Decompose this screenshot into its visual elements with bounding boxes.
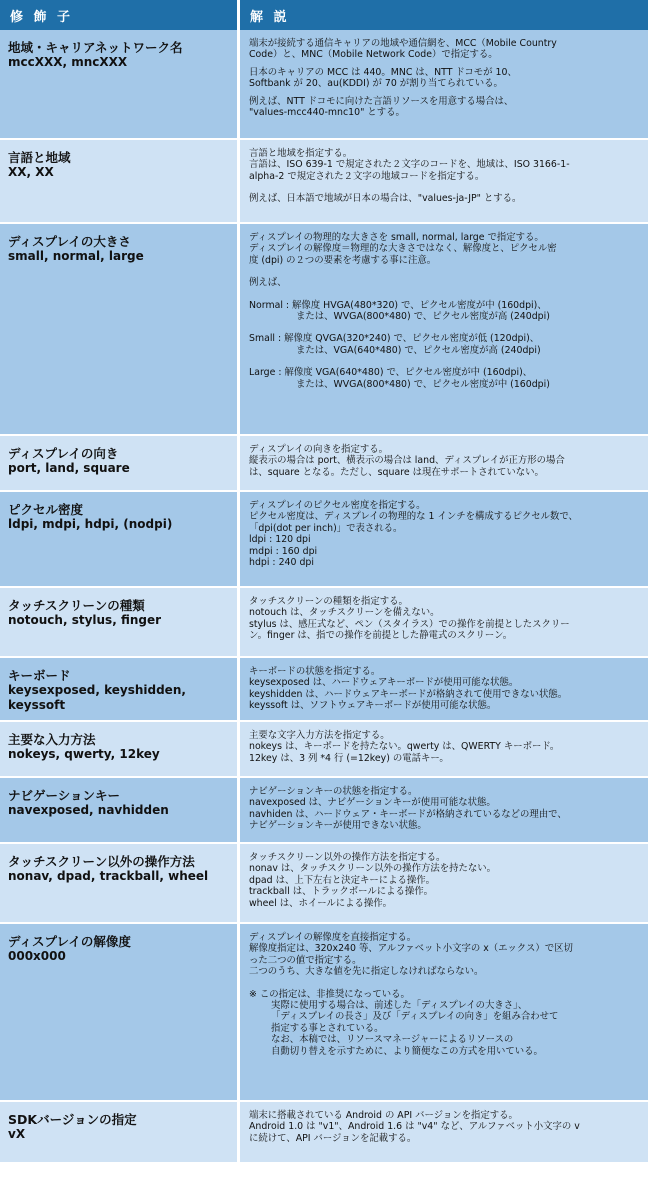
deprecation-note: ※ この指定は、非推奨になっている。 — [249, 988, 410, 1000]
header-modifier: 修 飾 子 — [0, 0, 240, 30]
desc-line: ディスプレイのピクセル密度を指定する。 — [249, 500, 426, 511]
desc-line: 解像度指定は、320x240 等、アルファベット小文字の x（エックス）で区切 — [249, 943, 573, 955]
table-row-pixel-density — [0, 492, 648, 588]
table-row-keyboard — [0, 658, 648, 722]
modifier-description — [240, 492, 648, 586]
table-row-orientation — [0, 436, 648, 492]
table-row-input-method — [0, 722, 648, 778]
desc-line: stylus は、感圧式など、ペン（スタイラス）での操作を前提としたスクリー — [249, 618, 570, 630]
table-row-language-region — [0, 140, 648, 224]
desc-line: ン。finger は、指での操作を前提とした静電式のスクリーン。 — [249, 630, 513, 642]
modifier-description — [240, 1102, 648, 1162]
desc-line: 例えば、 — [249, 277, 287, 289]
modifier-description — [240, 778, 648, 842]
desc-line: は、square となる。ただし、square は現在サポートされていない。 — [249, 466, 544, 478]
table-row-sdk-version — [0, 1102, 648, 1162]
modifier-values: XX, XX — [8, 165, 54, 179]
desc-line: ナビゲーションキーの状態を指定する。 — [249, 786, 418, 797]
modifier-name: ディスプレイの解像度 — [8, 934, 131, 949]
desc-line: キーボードの状態を指定する。 — [249, 666, 381, 677]
desc-line: navexposed は、ナビゲーションキーが使用可能な状態。 — [249, 797, 496, 809]
modifier-values: navexposed, navhidden — [8, 803, 169, 817]
desc-line: ディスプレイの解像度を直接指定する。 — [249, 932, 417, 943]
desc-line: タッチスクリーン以外の操作方法を指定する。 — [249, 852, 446, 863]
desc-line: nonav は、タッチスクリーン以外の操作方法を持たない。 — [249, 863, 496, 875]
desc-line: ディスプレイの解像度＝物理的な大きさではなく、解像度と、ピクセル密 — [249, 243, 557, 255]
desc-line: 実際に使用する場合は、前述した「ディスプレイの大きさ」、 — [271, 1000, 528, 1012]
modifier-name: 地域・キャリアネットワーク名 — [8, 40, 183, 55]
desc-line: または、VGA(640*480) で、ピクセル密度が高 (240dpi) — [296, 344, 541, 356]
modifier-values: keysexposed, keyshidden, keyssoft — [8, 683, 186, 712]
modifier-values: port, land, square — [8, 461, 130, 475]
desc-line: ldpi : 120 dpi — [249, 534, 311, 546]
desc-line: に続けて、API バージョンを記載する。 — [249, 1132, 417, 1144]
desc-line: または、WVGA(800*480) で、ピクセル密度が中 (160dpi) — [296, 378, 550, 390]
desc-line: タッチスクリーンの種類を指定する。 — [249, 596, 408, 607]
desc-line: 縦表示の場合は port、横表示の場合は land、ディスプレイが正方形の場合 — [249, 455, 565, 467]
modifier-description — [240, 588, 648, 656]
desc-line: Code）と、MNC（Mobile Network Code）で指定する。 — [249, 49, 498, 61]
table-row-navigation-key — [0, 778, 648, 844]
table-row-touchscreen — [0, 588, 648, 658]
desc-line: wheel は、ホイールによる操作。 — [249, 897, 393, 909]
desc-line: keysexposed は、ハードウェアキーボードが使用可能な状態。 — [249, 677, 519, 689]
desc-line: keyshidden は、ハードウェアキーボードが格納されて使用できない状態。 — [249, 688, 568, 700]
modifier-values: 000x000 — [8, 949, 66, 963]
desc-line: 言語と地域を指定する。 — [249, 148, 353, 159]
modifier-name: ナビゲーションキー — [8, 788, 121, 803]
desc-line: ナビゲーションキーが使用できない状態。 — [249, 820, 427, 832]
desc-line: ディスプレイの物理的な大きさを small, normal, large で指定する。 — [249, 232, 544, 243]
modifier-name: 言語と地域 — [8, 150, 71, 165]
desc-line: trackball は、トラックボールによる操作。 — [249, 886, 433, 898]
modifier-name: ディスプレイの向き — [8, 446, 119, 461]
modifier-values: nonav, dpad, trackball, wheel — [8, 869, 209, 883]
desc-line: ピクセル密度は、ディスプレイの物理的な 1 インチを構成するピクセル数で、 — [249, 511, 578, 523]
table-row-display-size — [0, 224, 648, 436]
desc-line: 「dpi(dot per inch)」で表される。 — [249, 522, 403, 534]
modifier-description — [240, 722, 648, 776]
desc-line: notouch は、タッチスクリーンを備えない。 — [249, 607, 440, 619]
table-row-display-resolution — [0, 924, 648, 1102]
desc-line: 度 (dpi) の２つの要素を考慮する事に注意。 — [249, 254, 437, 266]
desc-line: 二つのうち、大きな値を先に指定しなければならない。 — [249, 966, 484, 978]
modifier-name: タッチスクリーンの種類 — [8, 598, 145, 613]
modifier-description — [240, 30, 648, 138]
desc-line: Small : 解像度 QVGA(320*240) で、ピクセル密度が低 (120dpi)、 — [249, 333, 540, 345]
desc-line: 「ディスプレイの長さ」及び「ディスプレイの向き」を組み合わせて — [271, 1011, 559, 1023]
desc-line: 主要な文字入力方法を指定する。 — [249, 730, 390, 741]
desc-line: mdpi : 160 dpi — [249, 545, 318, 557]
modifier-description — [240, 924, 648, 1100]
desc-line: 例えば、NTT ドコモに向けた言語リソースを用意する場合は、 — [249, 95, 514, 107]
desc-line: Softbank が 20、au(KDDI) が 70 が割り当てられている。 — [249, 78, 503, 90]
desc-line: "values-mcc440-mnc10" とする。 — [249, 107, 405, 119]
desc-line: 端末に搭載されている Android の API バージョンを指定する。 — [249, 1110, 518, 1121]
header-description: 解 説 — [250, 9, 290, 25]
desc-line: Normal : 解像度 HVGA(480*320) で、ピクセル密度が中 (160dpi)、 — [249, 299, 547, 311]
desc-line: なお、本稿では、リソースマネージャーによるリソースの — [271, 1034, 514, 1046]
modifier-description — [240, 844, 648, 922]
modifier-description — [240, 436, 648, 490]
modifier-values: vX — [8, 1127, 26, 1141]
desc-line: った二つの値で指定する。 — [249, 954, 362, 966]
desc-line: Large : 解像度 VGA(640*480) で、ピクセル密度が中 (160dpi)、 — [249, 367, 533, 379]
modifier-values: ldpi, mdpi, hdpi, (nodpi) — [8, 517, 173, 531]
desc-line: hdpi : 240 dpi — [249, 557, 314, 569]
modifier-name: ディスプレイの大きさ — [8, 234, 131, 249]
modifier-description — [240, 140, 648, 222]
table-row-non-touch-navigation — [0, 844, 648, 924]
desc-line: 日本のキャリアの MCC は 440。MNC は、NTT ドコモが 10、 — [249, 66, 517, 78]
desc-line: alpha-2 で規定された２文字の地域コードを指定する。 — [249, 170, 485, 182]
modifier-name: タッチスクリーン以外の操作方法 — [8, 854, 195, 869]
modifier-values: nokeys, qwerty, 12key — [8, 747, 160, 761]
desc-line: nokeys は、キーボードを持たない。qwerty は、QWERTY キーボード。 — [249, 741, 560, 753]
desc-line: 12key は、3 列 *4 行 (=12key) の電話キー。 — [249, 752, 449, 764]
desc-line: Android 1.0 は "v1"、Android 1.6 は "v4" など、アルファベット小文字の v — [249, 1121, 580, 1133]
modifier-values: small, normal, large — [8, 249, 144, 263]
modifier-description — [240, 658, 648, 720]
modifier-description — [240, 224, 648, 434]
modifier-name: SDKバージョンの指定 — [8, 1112, 137, 1127]
desc-line: dpad は、上下左右と決定キーによる操作。 — [249, 874, 435, 886]
desc-line: 端末が接続する通信キャリアの地域や通信網を、MCC（Mobile Country — [249, 38, 557, 49]
desc-line: 指定する事とされている。 — [271, 1022, 384, 1034]
modifier-values: notouch, stylus, finger — [8, 613, 162, 627]
table-header — [0, 0, 648, 30]
desc-line: ディスプレイの向きを指定する。 — [249, 444, 389, 455]
modifier-name: ピクセル密度 — [8, 502, 84, 517]
desc-line: keyssoft は、ソフトウェアキーボードが使用可能な状態。 — [249, 700, 497, 712]
desc-line: navhiden は、ハードウェア・キーボードが格納されているなどの理由で、 — [249, 808, 567, 820]
desc-line: または、WVGA(800*480) で、ピクセル密度が高 (240dpi) — [296, 311, 550, 323]
modifier-name: キーボード — [8, 668, 71, 683]
modifier-name: 主要な入力方法 — [8, 732, 96, 747]
desc-line: 自動切り替えを示すために、より簡便なこの方式を用いている。 — [271, 1045, 543, 1057]
desc-line: 言語は、ISO 639-1 で規定された２文字のコードを、地域は、ISO 3166-1- — [249, 159, 570, 171]
desc-line: 例えば、日本語で地域が日本の場合は、"values-ja-JP" とする。 — [249, 193, 522, 205]
table-row-mcc-mnc — [0, 30, 648, 140]
modifier-values: mccXXX, mncXXX — [8, 55, 128, 69]
